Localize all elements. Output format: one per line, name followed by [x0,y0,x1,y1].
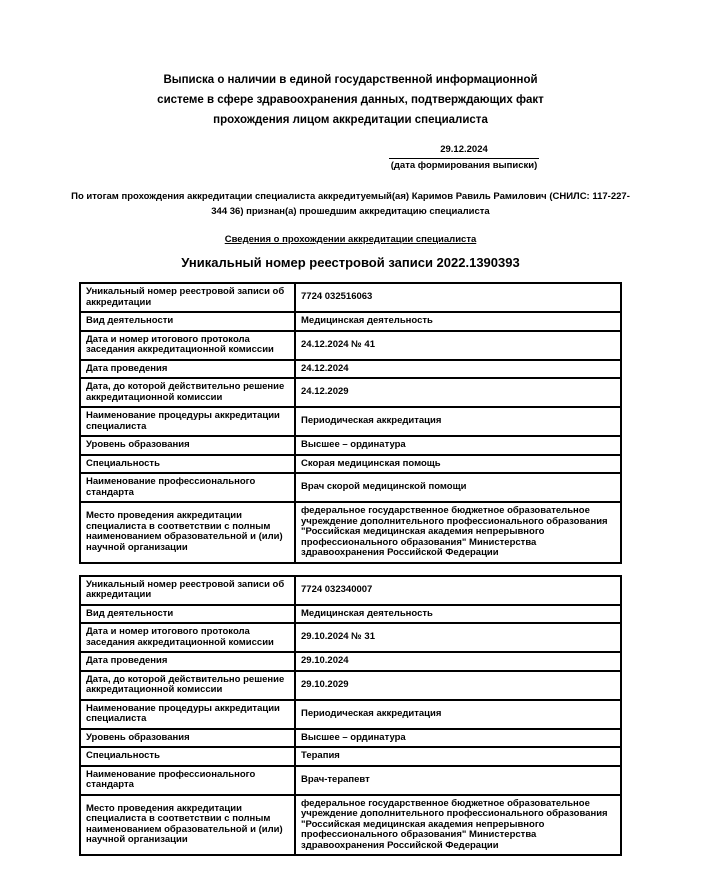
table-row [80,502,621,563]
row-label: Наименование профессионального стандарта [80,473,295,502]
table-row [80,700,621,729]
table-row [80,605,621,624]
table-row [80,766,621,795]
accreditation-table [79,282,622,564]
row-value: 29.10.2024 № 31 [295,623,621,652]
row-label: Уровень образования [80,436,295,455]
document-title-line: прохождения лицом аккредитации специалиста [213,114,488,126]
row-label: Уровень образования [80,729,295,748]
row-label: Наименование профессионального стандарта [80,766,295,795]
row-label: Вид деятельности [80,312,295,331]
accreditation-tables [0,282,701,856]
row-value: Врач скорой медицинской помощи [295,473,621,502]
document-title-line: системе в сфере здравоохранения данных, подтверждающих факт [157,94,544,106]
row-label: Дата, до которой действительно решение аккредитационной комиссии [80,378,295,407]
row-value: 24.12.2029 [295,378,621,407]
summary-line: 344 36) признан(а) прошедшим аккредитацию специалиста [211,206,490,217]
issue-date-block [389,144,539,172]
issue-date-caption: (дата формирования выписки) [390,160,538,171]
row-value: Скорая медицинская помощь [295,455,621,474]
table-row [80,407,621,436]
section-heading: Сведения о прохождении аккредитации специалиста [224,234,477,245]
table-row [80,747,621,766]
row-value: Медицинская деятельность [295,605,621,624]
table-row [80,671,621,700]
row-value: 7724 032516063 [295,283,621,312]
summary-line: По итогам прохождения аккредитации специалиста аккредитуемый(ая) Каримов Равиль Рамилович (СНИЛС: 117-227- [71,191,630,202]
table-row [80,652,621,671]
row-label: Дата проведения [80,652,295,671]
row-label: Дата проведения [80,360,295,379]
document-title-line: Выписка о наличии в единой государственной информационной [163,74,538,86]
row-value: Терапия [295,747,621,766]
row-label: Дата, до которой действительно решение аккредитационной комиссии [80,671,295,700]
row-value: Высшее – ординатура [295,729,621,748]
table-row [80,623,621,652]
row-label: Место проведения аккредитации специалиста в соответствии с полным наименованием образовательной и (или) научной организации [80,502,295,563]
table-row [80,283,621,312]
accreditation-table [79,575,622,857]
row-label: Наименование процедуры аккредитации специалиста [80,700,295,729]
row-label: Вид деятельности [80,605,295,624]
row-label: Наименование процедуры аккредитации специалиста [80,407,295,436]
row-value: Периодическая аккредитация [295,700,621,729]
row-value: 29.10.2024 [295,652,621,671]
row-value: федеральное государственное бюджетное образовательное учреждение дополнительного профессионального образования "Российская медицинская академия непрерывного профессионального образования" Министерства здравоохранения Российской Федерации [295,795,621,856]
row-value: 7724 032340007 [295,576,621,605]
row-value: 29.10.2029 [295,671,621,700]
accreditation-summary [0,189,701,219]
table-row [80,795,621,856]
row-value: Врач-терапевт [295,766,621,795]
table-row [80,729,621,748]
row-label: Дата и номер итогового протокола заседания аккредитационной комиссии [80,623,295,652]
row-value: 24.12.2024 [295,360,621,379]
table-row [80,436,621,455]
table-row [80,378,621,407]
row-value: федеральное государственное бюджетное образовательное учреждение дополнительного профессионального образования "Российская медицинская академия непрерывного профессионального образования" Министерства здравоохранения Российской Федерации [295,502,621,563]
row-label: Уникальный номер реестровой записи об аккредитации [80,283,295,312]
row-label: Специальность [80,747,295,766]
row-value: Медицинская деятельность [295,312,621,331]
table-row [80,312,621,331]
table-row [80,331,621,360]
table-row [80,455,621,474]
row-label: Дата и номер итогового протокола заседания аккредитационной комиссии [80,331,295,360]
table-row [80,576,621,605]
registry-number-heading: Уникальный номер реестровой записи 2022.1390393 [181,255,520,270]
row-value: 24.12.2024 № 41 [295,331,621,360]
issue-date: 29.12.2024 [389,144,539,159]
row-value: Периодическая аккредитация [295,407,621,436]
row-label: Уникальный номер реестровой записи об аккредитации [80,576,295,605]
row-label: Место проведения аккредитации специалиста в соответствии с полным наименованием образовательной и (или) научной организации [80,795,295,856]
row-value: Высшее – ординатура [295,436,621,455]
table-row [80,360,621,379]
row-label: Специальность [80,455,295,474]
document-title [0,70,701,130]
table-row [80,473,621,502]
